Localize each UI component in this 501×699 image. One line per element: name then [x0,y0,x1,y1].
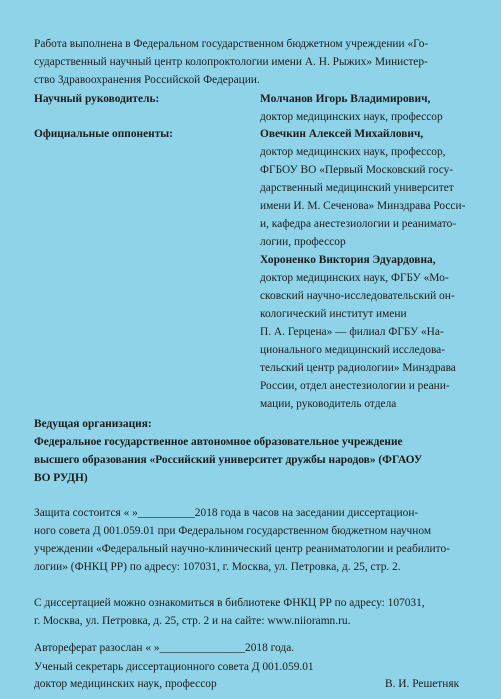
opponent-line: П. А. Герцена» — филиал ФГБУ «На- [260,326,444,338]
opponent-line: ционального медицинский исследова- [260,344,446,356]
opponent-name: Овечкин Алексей Михайлович, [260,128,424,140]
opponent-line: кологический институт имени [260,308,407,320]
opponent-line: мации, руководитель отдела [260,398,397,410]
opponent-line: и, кафедра анестезиологии и реанимато- [260,218,457,230]
library-line: С диссертацией можно ознакомиться в библиотеке ФНКЦ РР по адресу: 107031, [34,597,425,609]
opponent-line: дарственный медицинский университет [260,182,454,194]
mailed-line: Автореферат разослан « »_______________2018 года. [34,642,295,654]
opponent-line: тельский центр радиологии» Минздрава [260,362,456,374]
opponent-line: доктор медицинских наук, ФГБУ «Мо- [260,272,449,284]
opponent-line: имени И. М. Сеченова» Минздрава Росси- [260,200,466,212]
lead-org-line: высшего образования «Российский университет дружбы народов» (ФГАОУ [34,454,423,466]
defense-line: логии» (ФНКЦ РР) по адресу: 107031, г. Москва, ул. Петровка, д. 25, стр. 2. [34,561,401,573]
library-line: г. Москва, ул. Петровка, д. 25, стр. 2 и на сайте: www.niioramn.ru. [34,615,351,627]
intro-line: Работа выполнена в Федеральном государственном бюджетном учреждении «Го- [34,38,429,50]
secretary-name: В. И. Решетняк [385,678,460,690]
opponent-line: логии, профессор [260,236,346,248]
intro-line: сударственный научный центр колопроктологии имени А. Н. Рыжих» Министер- [34,56,428,68]
defense-line: Защита состоится « »__________2018 года в часов на заседании диссертацион- [34,507,419,519]
lead-org-line: ВО РУДН) [34,472,88,484]
defense-line: ного совета Д 001.059.01 при Федеральном государственном бюджетном научном [34,525,432,537]
lead-org-line: Федеральное государственное автономное образовательное учреждение [34,436,403,448]
opponent-line: доктор медицинских наук, профессор, [260,146,446,158]
secretary-degree: доктор медицинских наук, профессор [34,678,217,690]
supervisor-label: Научный руководитель: [34,93,160,105]
opponent-name: Хороненко Виктория Эдуардовна, [260,254,436,266]
supervisor-name: Молчанов Игорь Владимирович, [260,93,431,105]
lead-org-label: Ведущая организация: [34,418,152,430]
opponents-label: Официальные оппоненты: [34,128,173,140]
supervisor-degree: доктор медицинских наук, профессор [260,111,443,123]
defense-line: учреждении «Федеральный научно-клинический центр реаниматологии и реабилито- [34,543,450,555]
opponent-line: сковский научно-исследовательский он- [260,290,455,302]
secretary-title: Ученый секретарь диссертационного совета Д 001.059.01 [34,661,314,673]
opponent-line: ФГБОУ ВО «Первый Московский госу- [260,164,454,176]
opponent-line: России, отдел анестезиологии и реани- [260,380,450,392]
intro-line: ство Здравоохранения Российской Федерации. [34,74,260,86]
